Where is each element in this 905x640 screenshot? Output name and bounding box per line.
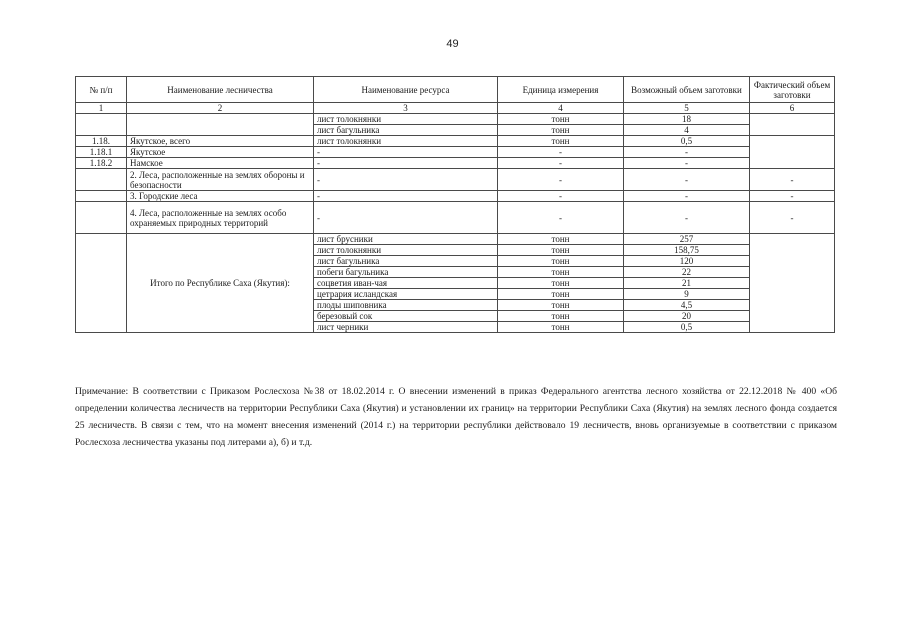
volume-cell: 4,5 [624,300,750,311]
volume-cell: 257 [624,234,750,245]
unit-cell: тонн [498,136,624,147]
unit-cell: - [498,169,624,191]
header-forestry-name: Наименование лесничества [127,77,314,103]
volume-cell: 0,5 [624,136,750,147]
volume-cell: - [624,158,750,169]
unit-cell: тонн [498,311,624,322]
actual-cell [750,136,835,169]
resource-cell: лист брусники [314,234,498,245]
volume-cell: - [624,191,750,202]
volume-cell: - [624,147,750,158]
unit-cell: тонн [498,256,624,267]
unit-cell: - [498,191,624,202]
table-note: Примечание: В соответствии с Приказом Рослесхоза №38 от 18.02.2014 г. О внесении изменений в приказ Федерального агентства лесного хозяйства от 22.12.2018 № 400 «Об определении количества лесничеств на территории Республики Саха (Якутия) и установлении их границ» на территории Республики Саха (Якутия) на землях лесного фонда создается 25 лесничеств. В связи с тем, что на момент внесения изменений (2014 г.) на территории республики действовало 19 лесничеств, вновь организуемые в соответствии с приказом Рослесхоза лесничества указаны под литерами а), б) и т.д. [75,385,837,448]
unit-cell: тонн [498,114,624,125]
resource-cell: плоды шиповника [314,300,498,311]
volume-cell: 21 [624,278,750,289]
table-row [76,202,835,234]
resource-cell: березовый сок [314,311,498,322]
resource-cell: лист багульника [314,125,498,136]
resource-cell: лист черники [314,322,498,333]
resource-cell: лист толокнянки [314,245,498,256]
column-number: 6 [750,103,835,114]
forestry-cell: Намское [127,158,314,169]
unit-cell: тонн [498,278,624,289]
num-cell: 1.18. [76,136,127,147]
num-cell: 1.18.2 [76,158,127,169]
unit-cell: - [498,147,624,158]
resource-cell: лист толокнянки [314,136,498,147]
table-row [76,136,835,147]
column-number-row [76,103,835,114]
actual-cell [750,234,835,333]
unit-cell: тонн [498,234,624,245]
actual-cell: - [750,169,835,191]
volume-cell: 120 [624,256,750,267]
resource-cell: - [314,191,498,202]
column-number: 4 [498,103,624,114]
num-cell [76,234,127,333]
table-row [76,234,835,245]
table-row [76,158,835,169]
header-num: № п/п [76,77,127,103]
volume-cell: 9 [624,289,750,300]
table-row [76,147,835,158]
unit-cell: тонн [498,289,624,300]
num-cell: 1.18.1 [76,147,127,158]
actual-cell: - [750,191,835,202]
resource-cell: цетрария исландская [314,289,498,300]
volume-cell: - [624,169,750,191]
table-row [76,191,835,202]
header-possible-volume: Возможный объем заготовки [624,77,750,103]
table-header [76,77,835,103]
resource-cell: лист багульника [314,256,498,267]
forestry-cell: 3. Городские леса [127,191,314,202]
resource-cell: - [314,169,498,191]
num-cell [76,202,127,234]
column-number: 1 [76,103,127,114]
resource-cell: - [314,158,498,169]
num-cell [76,191,127,202]
volume-cell: 20 [624,311,750,322]
resource-cell: - [314,147,498,158]
forestry-cell: Якутское, всего [127,136,314,147]
header-resource-name: Наименование ресурса [314,77,498,103]
resource-cell: соцветия иван-чая [314,278,498,289]
forestry-cell: 2. Леса, расположенные на землях обороны и безопасности [127,169,314,191]
resource-cell: побеги багульника [314,267,498,278]
empty-cell [76,114,127,136]
table-row [76,114,835,125]
volume-cell: 4 [624,125,750,136]
unit-cell: - [498,158,624,169]
page-number: 49 [446,38,459,50]
resource-cell: лист толокнянки [314,114,498,125]
unit-cell: тонн [498,125,624,136]
resource-cell: - [314,202,498,234]
unit-cell: тонн [498,267,624,278]
volume-cell: - [624,202,750,234]
num-cell [76,169,127,191]
volume-cell: 18 [624,114,750,125]
empty-cell [127,114,314,136]
volume-cell: 0,5 [624,322,750,333]
unit-cell: - [498,202,624,234]
header-unit: Единица измерения [498,77,624,103]
column-number: 3 [314,103,498,114]
column-number: 5 [624,103,750,114]
total-label: Итого по Республике Саха (Якутия): [127,234,314,333]
unit-cell: тонн [498,300,624,311]
forest-resources-table [75,76,835,333]
unit-cell: тонн [498,245,624,256]
column-number: 2 [127,103,314,114]
forestry-cell: Якутское [127,147,314,158]
actual-cell [750,114,835,136]
unit-cell: тонн [498,322,624,333]
volume-cell: 158,75 [624,245,750,256]
table-row [76,169,835,191]
forestry-cell: 4. Леса, расположенные на землях особо охраняемых природных территорий [127,202,314,234]
volume-cell: 22 [624,267,750,278]
header-actual-volume: Фактический объем заготовки [750,77,835,103]
actual-cell: - [750,202,835,234]
